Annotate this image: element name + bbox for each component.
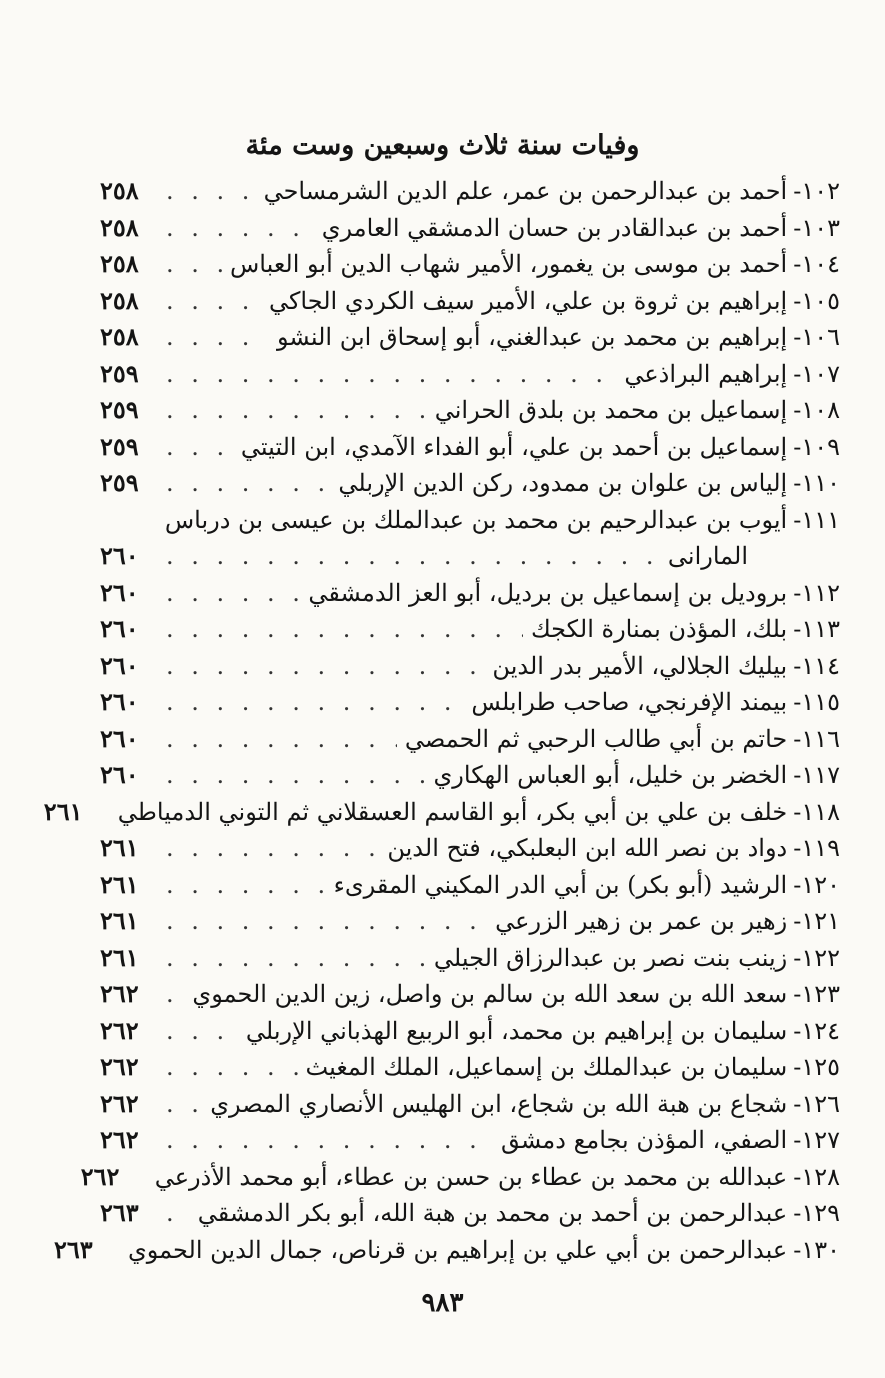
entry-number: ١٢٢-	[793, 943, 840, 972]
entry-title: أحمد بن عبدالرحمن بن عمر، علم الدين الشرمساحي	[263, 177, 788, 205]
leader-dots	[166, 538, 660, 575]
entry-title: إبراهيم بن محمد بن عبدالغني، أبو إسحاق ابن النشو	[277, 323, 788, 351]
toc-entry	[80, 1159, 840, 1196]
entry-title: أحمد بن موسى بن يغمور، الأمير شهاب الدين أبو العباس	[229, 250, 788, 278]
toc-entry	[100, 502, 840, 539]
entry-title: إبراهيم بن ثروة بن علي، الأمير سيف الكردي الجاكي	[269, 286, 788, 315]
leader-dots	[166, 1049, 298, 1086]
toc-entry	[100, 246, 840, 283]
entry-title: أيوب بن عبدالرحيم بن محمد بن عبدالملك بن عيسى بن درباس	[164, 505, 788, 534]
leader-dots	[166, 210, 314, 247]
entry-title: سعد الله بن سعد الله بن سالم بن واصل، زين الدين الحموي	[192, 980, 788, 1008]
entry-page-ref: ٢٦٠	[100, 760, 139, 789]
entry-number: ١٠٧-	[793, 359, 840, 388]
entry-page-ref: ٢٥٨	[100, 176, 139, 205]
entry-number: ١٠٦-	[793, 323, 840, 351]
leader-dots	[166, 356, 616, 393]
entry-title: حاتم بن أبي طالب الرحبي ثم الحمصي	[404, 724, 788, 753]
leader-dots	[166, 246, 222, 283]
entry-page-ref: ٢٦٠	[100, 577, 139, 607]
entry-number: ١٠٣-	[793, 213, 840, 242]
entry-title: إلياس بن علوان بن ممدود، ركن الدين الإربلي	[338, 469, 788, 497]
toc-entry	[100, 392, 840, 429]
entry-page-ref: ٢٦١	[100, 869, 139, 899]
leader-dots	[166, 1013, 238, 1050]
entry-number: ١٢٨-	[793, 1162, 840, 1191]
toc-entry-continuation	[100, 538, 840, 575]
toc-entry	[100, 611, 840, 648]
entry-number: ١٢٥-	[793, 1053, 840, 1081]
entry-title: عبدالرحمن بن أحمد بن محمد بن هبة الله، أبو بكر الدمشقي	[197, 1199, 788, 1227]
toc-entry	[100, 830, 840, 867]
toc-entry	[100, 1049, 840, 1086]
entry-title: بروديل بن إسماعيل بن برديل، أبو العز الدمشقي	[308, 578, 788, 607]
entry-title: إسماعيل بن محمد بن بلدق الحراني	[434, 396, 788, 424]
entry-number: ١٠٤-	[793, 250, 840, 278]
entry-page-ref: ٢٦٢	[100, 1088, 139, 1118]
entry-page-ref: ٢٦٣	[100, 1198, 139, 1227]
entry-number: ١٢٣-	[793, 980, 840, 1008]
entry-number: ١١٨-	[793, 797, 840, 826]
entry-title: إسماعيل بن أحمد بن علي، أبو الفداء الآمدي، ابن التيتي	[240, 432, 788, 461]
entry-number: ١٢١-	[793, 907, 840, 935]
entry-number: ١١٥-	[793, 688, 840, 716]
entry-title: زينب بنت نصر بن عبدالرزاق الجيلي	[433, 943, 788, 972]
entry-page-ref: ٢٦٢	[100, 979, 139, 1008]
page-number: ٩٨٣	[421, 1288, 464, 1318]
leader-dots	[166, 684, 463, 721]
entry-page-ref: ٢٦٠	[100, 614, 139, 643]
entry-number: ١٠٨-	[793, 396, 840, 424]
entry-title: عبدالرحمن بن أبي علي بن إبراهيم بن قرناص، جمال الدين الحموي	[127, 1235, 788, 1264]
entry-number: ١١٦-	[793, 724, 840, 753]
entry-number: ١٢٧-	[793, 1126, 840, 1154]
entry-number: ١٢٦-	[793, 1089, 840, 1118]
toc-entry	[100, 356, 840, 393]
toc-entry	[100, 721, 840, 758]
toc-entry	[100, 210, 840, 247]
toc-entry	[43, 794, 840, 831]
entry-page-ref: ٢٦١	[100, 942, 139, 972]
entry-page-ref: ٢٥٩	[100, 358, 139, 388]
entry-page-ref: ٢٦٢	[100, 1125, 139, 1154]
entry-number: ١٠٩-	[793, 432, 840, 461]
leader-dots	[166, 283, 261, 320]
leader-dots	[166, 867, 326, 904]
leader-dots	[166, 575, 300, 612]
toc-entry	[100, 648, 840, 685]
entry-title: عبدالله بن محمد بن عطاء بن حسن بن عطاء، أبو محمد الأذرعي	[154, 1162, 788, 1191]
toc-entry	[100, 465, 840, 502]
leader-dots	[166, 721, 397, 758]
toc-entry	[100, 1122, 840, 1159]
leader-dots	[166, 830, 379, 867]
leader-dots	[166, 429, 233, 466]
leader-dots	[166, 903, 487, 940]
entry-title: إبراهيم البراذعي	[624, 359, 788, 388]
section-heading: وفيات سنة ثلاث وسبعين وست مئة	[245, 130, 640, 161]
entry-page-ref: ٢٦٠	[100, 650, 139, 680]
toc-entry	[100, 684, 840, 721]
entry-page-ref: ٢٦٢	[100, 1052, 139, 1081]
entry-number: ١١٠-	[793, 469, 840, 497]
entry-title-continuation: المارانى	[667, 542, 748, 570]
toc-entry	[53, 1232, 840, 1269]
leader-dots	[166, 1195, 190, 1232]
entry-page-ref: ٢٥٩	[100, 431, 139, 461]
leader-dots	[166, 392, 427, 429]
toc-entry	[100, 429, 840, 466]
entry-title: بيليك الجلالي، الأمير بدر الدين	[492, 651, 788, 680]
entry-page-ref: ٢٥٨	[100, 249, 139, 278]
toc-entry	[100, 757, 840, 794]
entry-page-ref: ٢٦٣	[53, 1234, 93, 1264]
entry-page-ref: ٢٥٨	[100, 322, 139, 351]
entry-number: ١٢٠-	[793, 870, 840, 899]
entry-title: الرشيد (أبو بكر) بن أبي الدر المكيني المقرىء	[333, 870, 788, 899]
entry-title: بيمند الإفرنجي، صاحب طرابلس	[471, 688, 788, 716]
leader-dots	[166, 976, 184, 1013]
toc-entry	[100, 940, 840, 977]
entry-page-ref: ٢٦٠	[100, 541, 139, 570]
entry-title: بلك، المؤذن بمنارة الكجك	[530, 615, 788, 643]
leader-dots	[166, 757, 426, 794]
entry-title: دواد بن نصر الله ابن البعلبكي، فتح الدين	[387, 834, 788, 862]
toc-entry	[100, 1013, 840, 1050]
entry-number: ١١٢-	[793, 578, 840, 607]
entry-number: ١١١-	[793, 505, 840, 534]
toc-entry	[100, 575, 840, 612]
contents-list	[43, 173, 840, 1268]
entry-page-ref: ٢٦٢	[100, 1015, 139, 1045]
entry-page-ref: ٢٦١	[100, 906, 139, 935]
entry-page-ref: ٢٦٢	[80, 1161, 120, 1191]
entry-page-ref: ٢٦٠	[100, 723, 139, 753]
entry-number: ١٢٤-	[793, 1016, 840, 1045]
entry-page-ref: ٢٥٩	[100, 395, 139, 424]
entry-page-ref: ٢٥٨	[100, 285, 139, 315]
entry-number: ١٠٥-	[793, 286, 840, 315]
entry-title: زهير بن عمر بن زهير الزرعي	[495, 907, 788, 935]
entry-title: خلف بن علي بن أبي بكر، أبو القاسم العسقلاني ثم التوني الدمياطي	[117, 797, 788, 826]
toc-entry	[100, 976, 840, 1013]
entry-page-ref: ٢٦١	[100, 833, 139, 862]
leader-dots	[166, 648, 484, 685]
entry-number: ١٢٩-	[793, 1199, 840, 1227]
leader-dots	[166, 173, 256, 210]
entry-title: سليمان بن إبراهيم بن محمد، أبو الربيع الهذباني الإربلي	[245, 1016, 788, 1045]
toc-entry	[100, 1086, 840, 1123]
toc-entry	[100, 1195, 840, 1232]
entry-title: أحمد بن عبدالقادر بن حسان الدمشقي العامري	[321, 213, 788, 242]
leader-dots	[166, 940, 426, 977]
toc-entry	[100, 173, 840, 210]
entry-title: الصفي، المؤذن بجامع دمشق	[501, 1126, 788, 1154]
toc-entry	[100, 319, 840, 356]
entry-title: الخضر بن خليل، أبو العباس الهكاري	[433, 761, 788, 789]
entry-number: ١١٤-	[793, 651, 840, 680]
leader-dots	[166, 319, 269, 356]
entry-number: ١٣٠-	[793, 1235, 840, 1264]
leader-dots	[166, 1122, 493, 1159]
entry-page-ref: ٢٥٨	[100, 212, 139, 242]
entry-title: شجاع بن هبة الله بن شجاع، ابن الهليس الأنصاري المصري	[210, 1089, 788, 1118]
leader-dots	[166, 465, 330, 502]
entry-page-ref: ٢٦٠	[100, 687, 139, 716]
entry-title: سليمان بن عبدالملك بن إسماعيل، الملك المغيث	[305, 1053, 788, 1081]
entry-page-ref: ٢٥٩	[100, 468, 139, 497]
entry-number: ١١٣-	[793, 615, 840, 643]
toc-entry	[100, 283, 840, 320]
entry-number: ١١٧-	[793, 761, 840, 789]
leader-dots	[166, 1086, 202, 1123]
leader-dots	[166, 611, 523, 648]
toc-entry	[100, 867, 840, 904]
toc-entry	[100, 903, 840, 940]
entry-number: ١١٩-	[793, 834, 840, 862]
entry-number: ١٠٢-	[793, 177, 840, 205]
entry-page-ref: ٢٦١	[43, 796, 83, 826]
